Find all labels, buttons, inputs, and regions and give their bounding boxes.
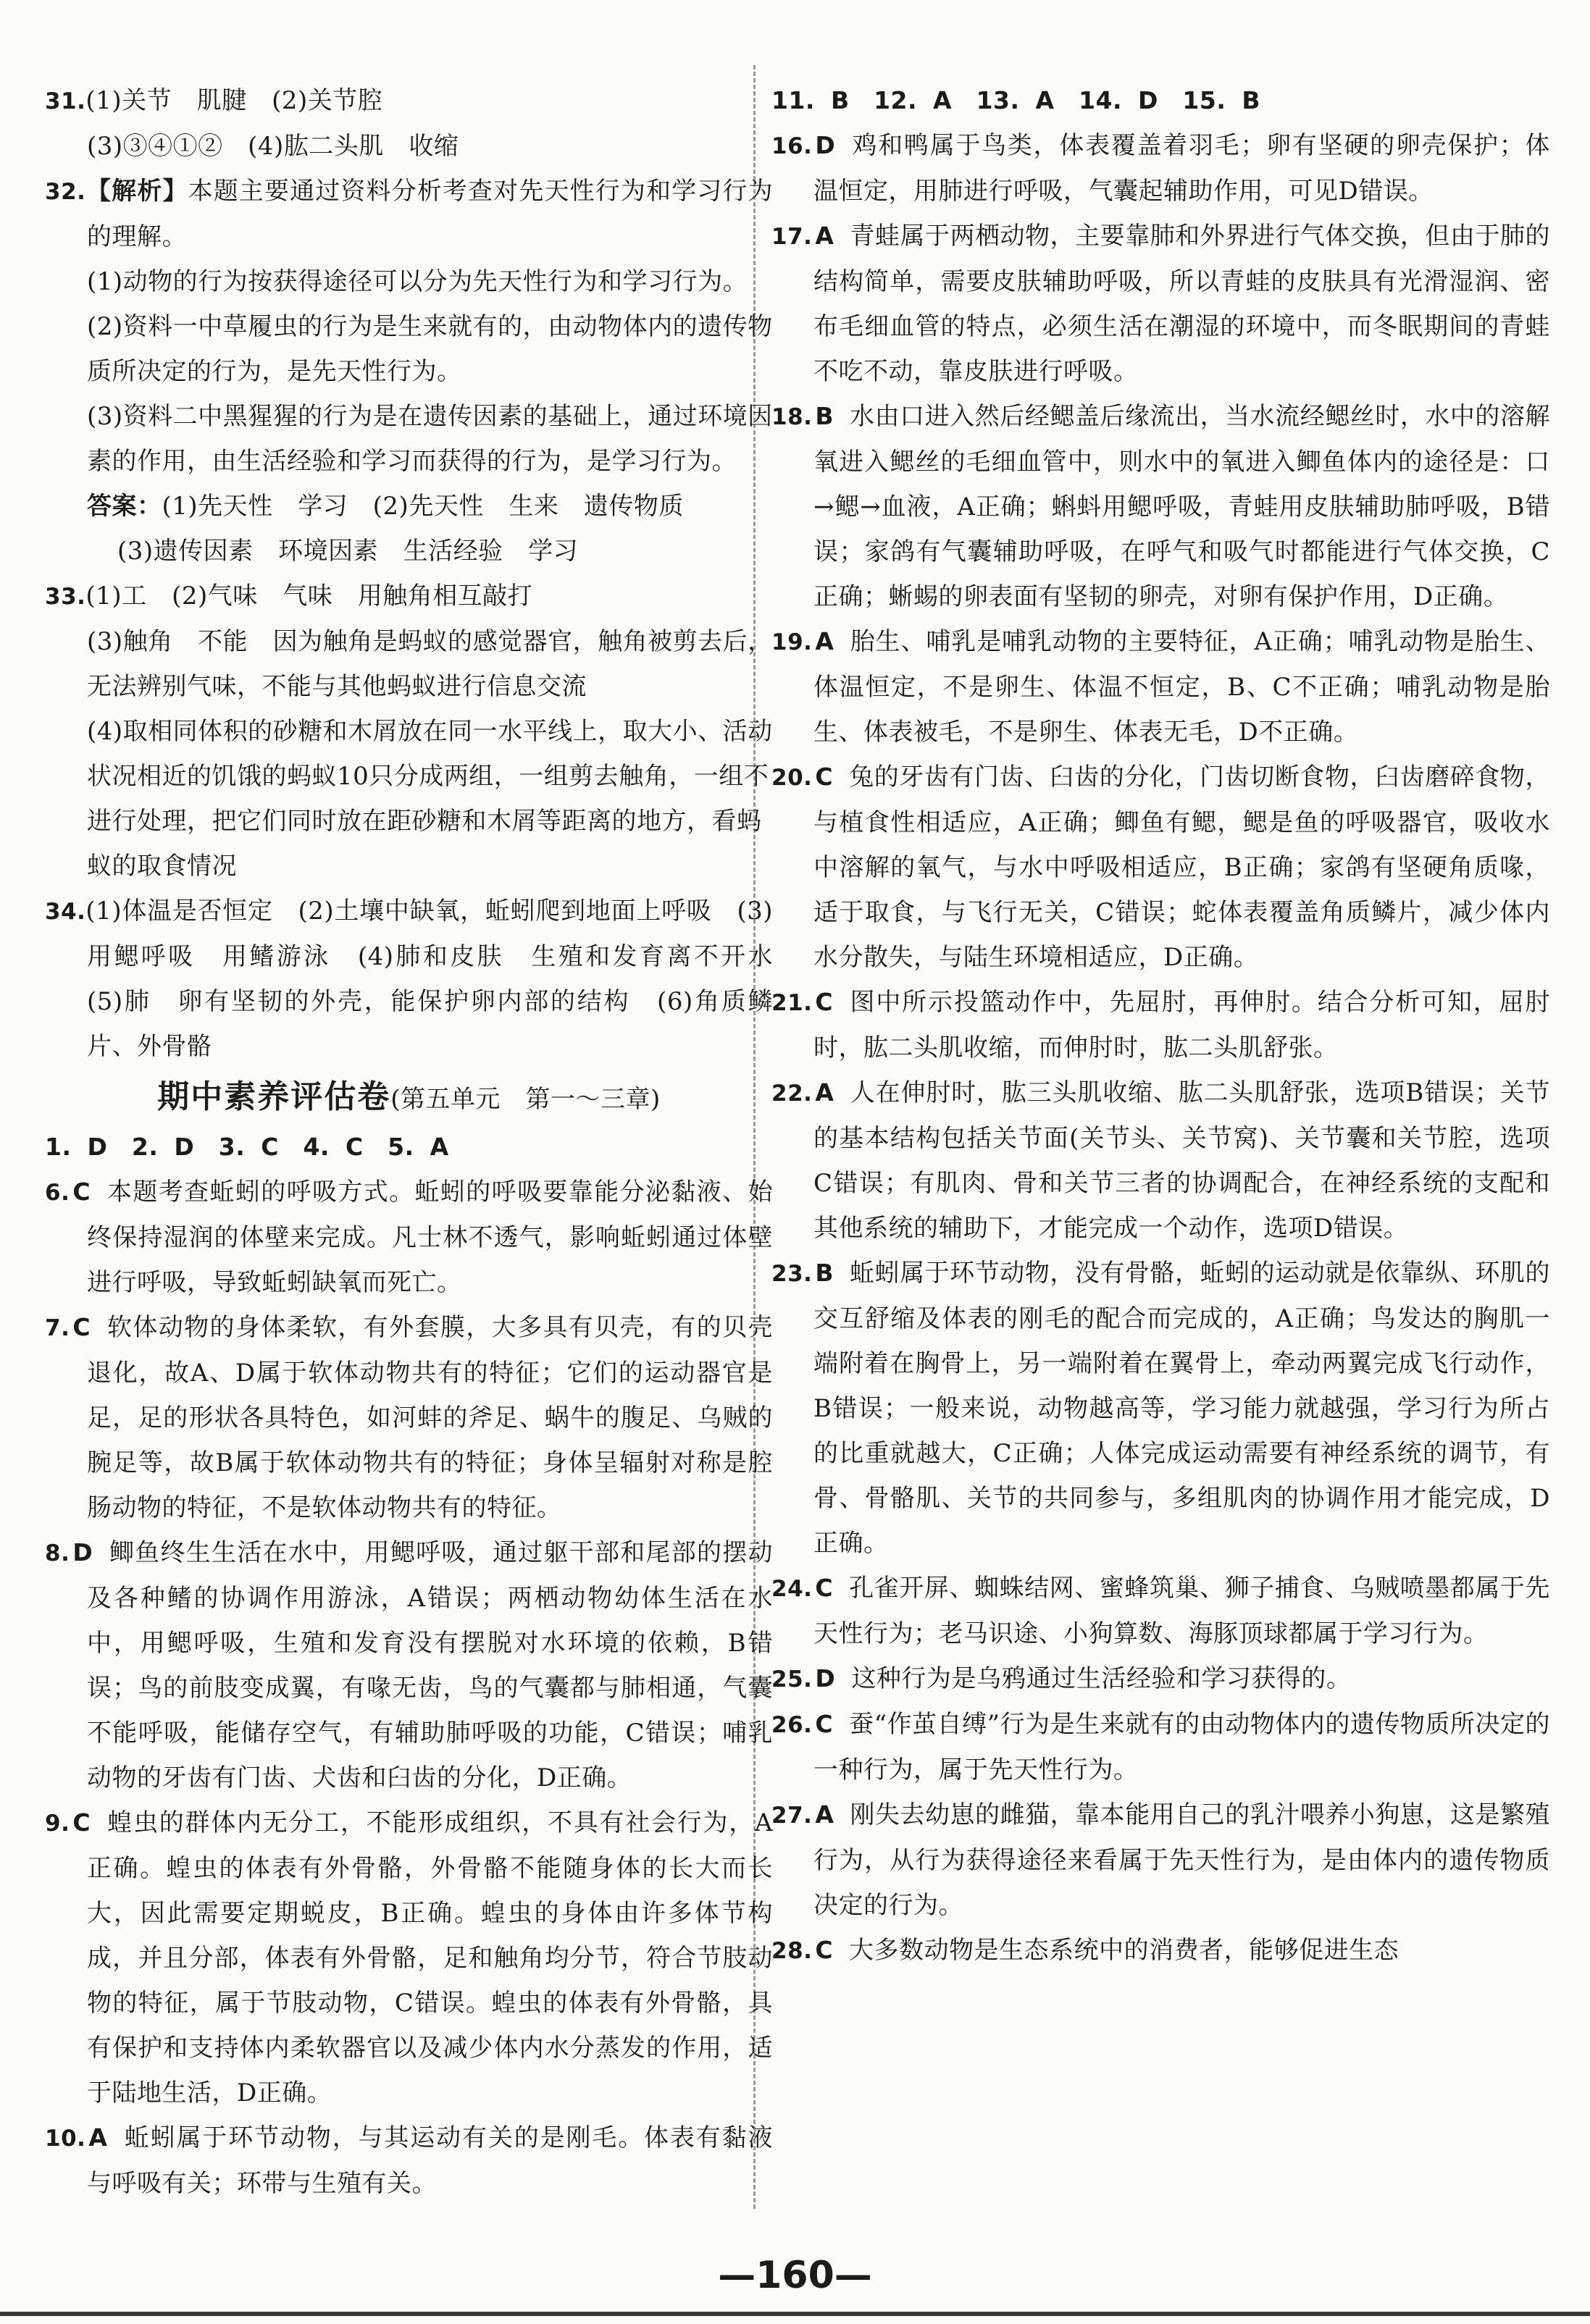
answers-1-5: 1. D 2. D 3. C 4. C 5. A xyxy=(45,1133,449,1161)
question-28: 28. C 大多数动物是生态系统中的消费者，能够促进生态 xyxy=(771,1936,1399,1965)
right-column xyxy=(771,78,1550,1973)
page-number: —160— xyxy=(718,2254,872,2297)
question-32-answer: 答案：(1)先天性 学习 (2)先天性 生来 遗传物质 xyxy=(87,492,684,521)
question-16: 16. D 鸡和鸭属于鸟类，体表覆盖着羽毛；卵有坚硬的卵壳保护；体温恒定，用肺进行呼吸，气囊起辅助作用，可见D错误。 xyxy=(771,131,1550,206)
question-8: 8. D 鲫鱼终生生活在水中，用鳃呼吸，通过躯干部和尾部的摆动及各种鳍的协调作用游泳，A错误；两栖动物幼体生活在水中，用鳃呼吸，生殖和发育没有摆脱对水环境的依赖，B错误；鸟的前肢变成翼，有喙无齿，鸟的气囊都与肺相通，气囊不能呼吸，能储存空气，有辅助肺呼吸的功能，C错误；哺乳动物的牙齿有门齿、犬齿和臼齿的分化，D正确。 xyxy=(45,1538,773,1792)
question-32-p1: (1)动物的行为按获得途径可以分为先天性行为和学习行为。 xyxy=(87,267,748,296)
question-25: 25. D 这种行为是乌鸦通过生活经验和学习获得的。 xyxy=(771,1664,1352,1693)
question-26: 26. C 蚕“作茧自缚”行为是生来就有的由动物体内的遗传物质所决定的一种行为，属于先天性行为。 xyxy=(771,1710,1550,1784)
question-7: 7. C 软体动物的身体柔软，有外套膜，大多具有贝壳，有的贝壳退化，故A、D属于软体动物共有的特征；它们的运动器官是足，足的形状各具特色，如河蚌的斧足、蜗牛的腹足、乌贼的腕足等，故B属于软体动物共有的特征；身体呈辐射对称是腔肠动物的特征，不是软体动物共有的特征。 xyxy=(45,1313,773,1522)
question-19: 19. A 胎生、哺乳是哺乳动物的主要特征，A正确；哺乳动物是胎生、体温恒定，不是卵生、体温不恒定，B、C不正确；哺乳动物是胎生、体表被毛，不是卵生、体表无毛，D不正确。 xyxy=(771,627,1550,747)
answers-11-15: 11. B 12. A 13. A 14. D 15. B xyxy=(771,86,1261,114)
question-32-p3: (3)资料二中黑猩猩的行为是在遗传因素的基础上，通过环境因素的作用，由生活经验和学习而获得的行为，是学习行为。 xyxy=(87,402,773,476)
question-22: 22. A 人在伸肘时，肱三头肌收缩、肱二头肌舒张，选项B错误；关节的基本结构包括关节面(关节头、关节窝)、关节囊和关节腔，选项C错误；有肌肉、骨和关节三者的协调配合，在神经系统的支配和其他系统的辅助下，才能完成一个动作，选项D错误。 xyxy=(771,1078,1550,1243)
question-34: 34.(1)体温是否恒定 (2)土壤中缺氧，蚯蚓爬到地面上呼吸 (3)用鳃呼吸 用鳍游泳 (4)肺和皮肤 生殖和发育离不开水 (5)肺 卵有坚韧的外壳，能保护卵内部的结构 (6)角质鳞片、外骨骼 xyxy=(45,897,798,1061)
question-33-p4: (4)取相同体积的砂糖和木屑放在同一水平线上，取大小、活动状况相近的饥饿的蚂蚁10只分成两组，一组剪去触角，一组不进行处理，把它们同时放在距砂糖和木屑等距离的地方，看蚂蚁的取食情况 xyxy=(87,717,773,881)
question-32-p2: (2)资料一中草履虫的行为是生来就有的，由动物体内的遗传物质所决定的行为，是先天性行为。 xyxy=(87,312,773,386)
question-24: 24. C 孔雀开屏、蜘蛛结网、蜜蜂筑巢、狮子捕食、乌贼喷墨都属于先天性行为；老马识途、小狗算数、海豚顶球都属于学习行为。 xyxy=(771,1574,1550,1648)
question-21: 21. C 图中所示投篮动作中，先屈肘，再伸肘。结合分析可知，屈肘时，肱二头肌收缩，而伸肘时，肱二头肌舒张。 xyxy=(771,988,1550,1062)
question-17: 17. A 青蛙属于两栖动物，主要靠肺和外界进行气体交换，但由于肺的结构简单，需要皮肤辅助呼吸，所以青蛙的皮肤具有光滑湿润、密布毛细血管的特点，必须生活在潮湿的环境中，而冬眠期间的青蛙不吃不动，靠皮肤进行呼吸。 xyxy=(771,222,1550,386)
question-33: 33.(1)工 (2)气味 气味 用触角相互敲打 xyxy=(45,582,533,611)
question-32: 32.【解析】本题主要通过资料分析考查对先天性行为和学习行为的理解。 xyxy=(45,177,774,251)
question-31: 31.(1)关节 肌腱 (2)关节腔 xyxy=(45,86,383,115)
question-32-answer2: (3)遗传因素 环境因素 生活经验 学习 xyxy=(117,537,579,566)
question-20: 20. C 兔的牙齿有门齿、臼齿的分化，门齿切断食物，臼齿磨碎食物，与植食性相适应，A正确；鲫鱼有鳃，鳃是鱼的呼吸器官，吸收水中溶解的氧气，与水中呼吸相适应，B正确；家鸽有坚硬角质喙，适于取食，与飞行无关，C错误；蛇体表覆盖角质鳞片，减少体内水分散失，与陆生环境相适应，D正确。 xyxy=(771,763,1550,972)
question-18: 18. B 水由口进入然后经鳃盖后缘流出，当水流经鳃丝时，水中的溶解氧进入鳃丝的毛细血管中，则水中的氧进入鲫鱼体内的途径是：口→鳃→血液，A正确；蝌蚪用鳃呼吸，青蛙用皮肤辅助肺呼吸，B错误；家鸽有气囊辅助呼吸，在呼气和吸气时都能进行气体交换，C正确；蜥蜴的卵表面有坚韧的卵壳，对卵有保护作用，D正确。 xyxy=(771,402,1550,611)
question-31-line2: (3)③④①② (4)肱二头肌 收缩 xyxy=(87,132,459,161)
question-10: 10. A 蚯蚓属于环节动物，与其运动有关的是刚毛。体表有黏液与呼吸有关；环带与生殖有关。 xyxy=(45,2123,773,2198)
question-9: 9. C 蝗虫的群体内无分工，不能形成组织，不具有社会行为，A正确。蝗虫的体表有外骨骼，外骨骼不能随身体的长大而长大，因此需要定期蜕皮，B正确。蝗虫的身体由许多体节构成，并且分部，体表有外骨骼，足和触角均分节，符合节肢动物的特征，属于节肢动物，C错误。蝗虫的体表有外骨骼，具有保护和支持体内柔软器官以及减少体内水分蒸发的作用，适于陆地生活，D正确。 xyxy=(45,1808,773,2107)
left-column xyxy=(45,78,798,2206)
question-6: 6. C 本题考查蚯蚓的呼吸方式。蚯蚓的呼吸要靠能分泌黏液、始终保持湿润的体壁来完成。凡士林不透气，影响蚯蚓通过体壁进行呼吸，导致蚯蚓缺氧而死亡。 xyxy=(45,1178,773,1297)
question-33-p3: (3)触角 不能 因为触角是蚂蚁的感觉器官，触角被剪去后，无法辨别气味，不能与其他蚂蚁进行信息交流 xyxy=(87,627,773,701)
question-23: 23. B 蚯蚓属于环节动物，没有骨骼，蚯蚓的运动就是依靠纵、环肌的交互舒缩及体表的刚毛的配合而完成的，A正确；鸟发达的胸肌一端附着在胸骨上，另一端附着在翼骨上，牵动两翼完成飞行动作，B错误；一般来说，动物越高等，学习能力就越强，学习行为所占的比重就越大，C正确；人体完成运动需要有神经系统的调节，有骨、骨骼肌、关节的共同参与，多组肌肉的协调作用才能完成，D正确。 xyxy=(771,1259,1550,1558)
question-27: 27. A 刚失去幼崽的雌猫，靠本能用自己的乳汁喂养小狗崽，这是繁殖行为，从行为获得途径来看属于先天性行为，是由体内的遗传物质决定的行为。 xyxy=(771,1800,1550,1920)
bottom-rule xyxy=(0,2312,1590,2316)
section-heading: 期中素养评估卷(第五单元 第一～三章) xyxy=(157,1078,661,1115)
